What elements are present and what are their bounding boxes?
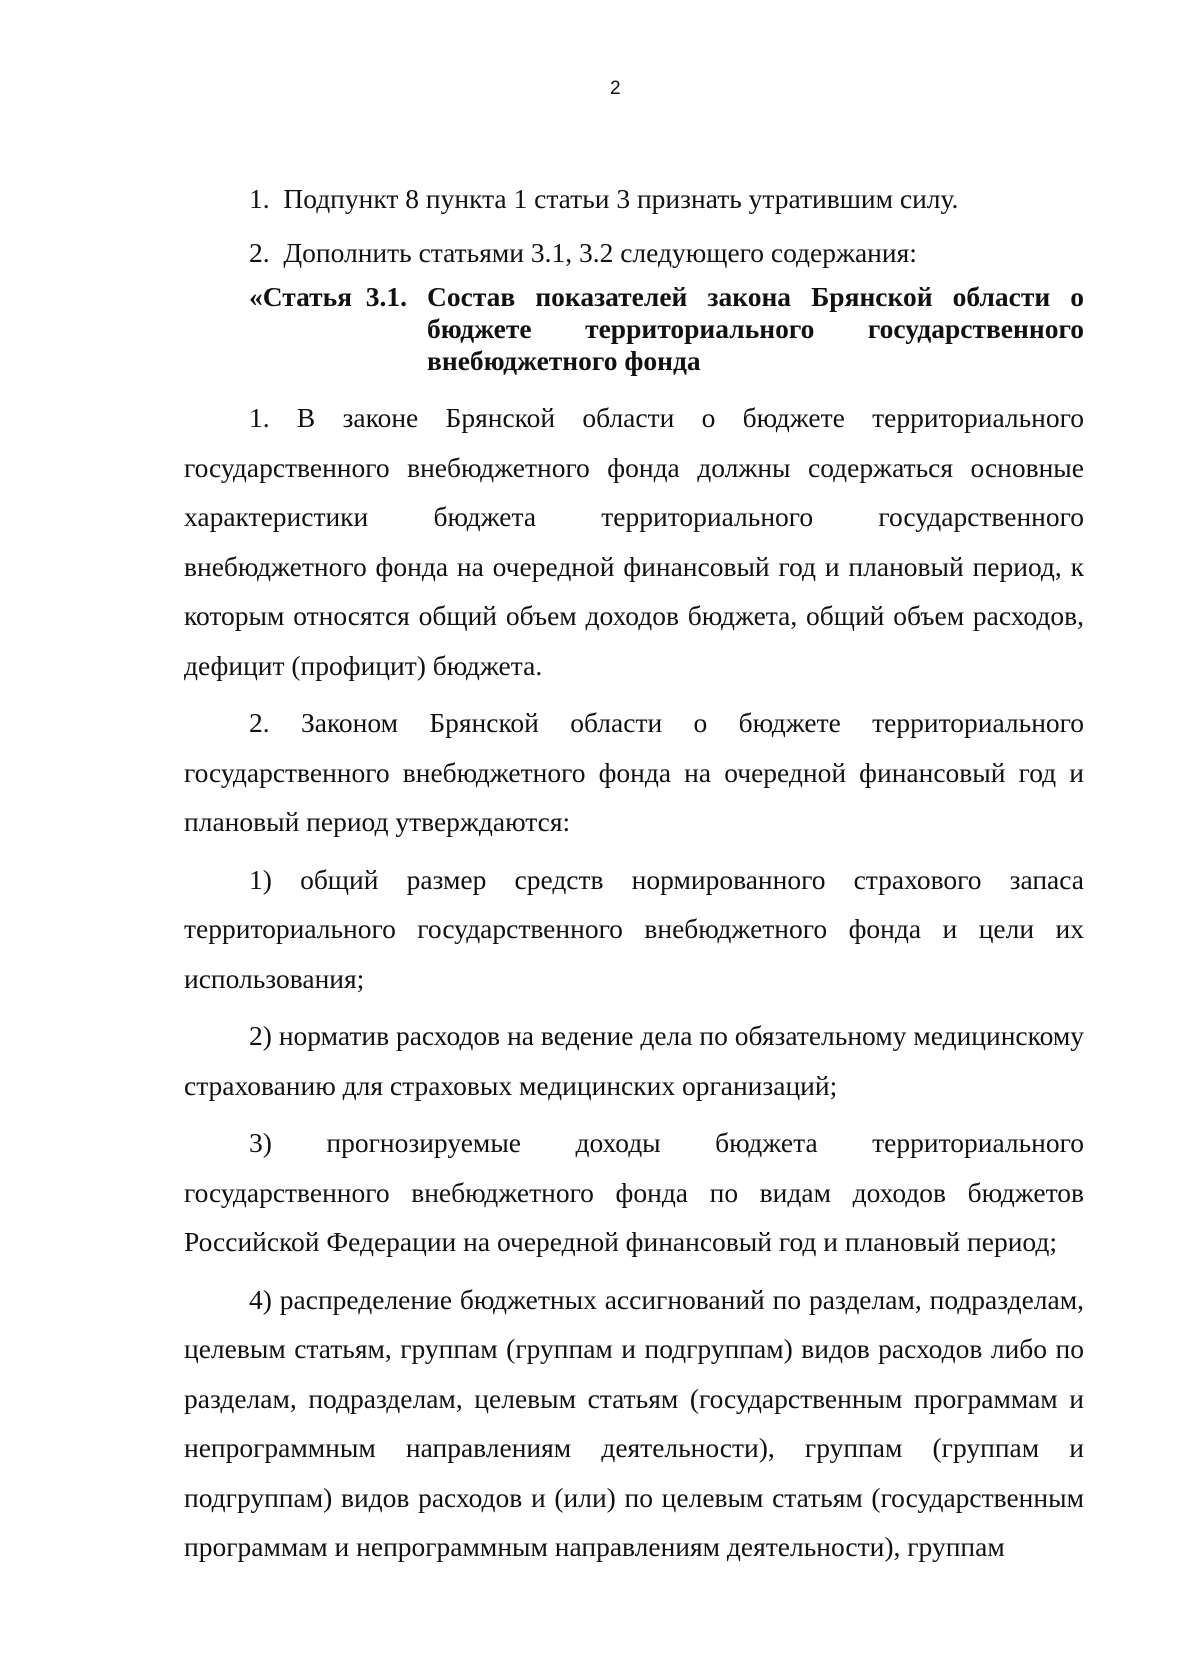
article-label-number: 3.1. [365, 281, 407, 312]
subitem-1: 1) общий размер средств нормированного страхового запаса территориального государственного внебюджетного фонда и цели их использования; [184, 863, 1084, 994]
paragraph-2: 2. Законом Брянской области о бюджете территориального государственного внебюджетного фонда на очередной финансовый год и плановый период утверждаются: [184, 707, 1084, 837]
item-1: 1. Подпункт 8 пункта 1 статьи 3 признать утратившим силу. [249, 183, 959, 214]
page-number: 2 [610, 78, 621, 99]
item-2: 2. Дополнить статьями 3.1, 3.2 следующего содержания: [249, 236, 917, 268]
subitem-4: 4) распределение бюджетных ассигнований по разделам, подразделам, целевым статьям, группам (группам и подгруппам) видов расходов либо по разделам, подразделам, целевым статьям (государственным программам и непрограммным направлениям деятельности), группам (группам и подгруппам) видов расходов и (или) по целевым статьям (государственным программам и непрограммным направлениям деятельности), группам [184, 1283, 1084, 1562]
subitem-3: 3) прогнозируемые доходы бюджета территориального государственного внебюджетного фонда по видам доходов бюджетов Российской Федерации на очередной финансовый год и плановый период; [184, 1127, 1084, 1257]
paragraph-1: 1. В законе Брянской области о бюджете территориального государственного внебюджетного фонда должны содержаться основные характеристики бюджета территориального государственного внебюджетного фонда на очередной финансовый год и плановый период, к которым относятся общий объем доходов бюджета, общий объем расходов, дефицит (профицит) бюджета. [184, 402, 1084, 681]
article-heading [249, 281, 1084, 377]
subitem-2: 2) норматив расходов на ведение дела по обязательному медицинскому страхованию для страховых медицинских организаций; [184, 1020, 1084, 1101]
article-title: Состав показателей закона Брянской области о бюджете территориального государственного внебюджетного фонда [427, 281, 1084, 376]
document-body [184, 174, 1084, 1572]
article-label-prefix: «Статья [249, 281, 353, 312]
article-label [249, 281, 427, 377]
